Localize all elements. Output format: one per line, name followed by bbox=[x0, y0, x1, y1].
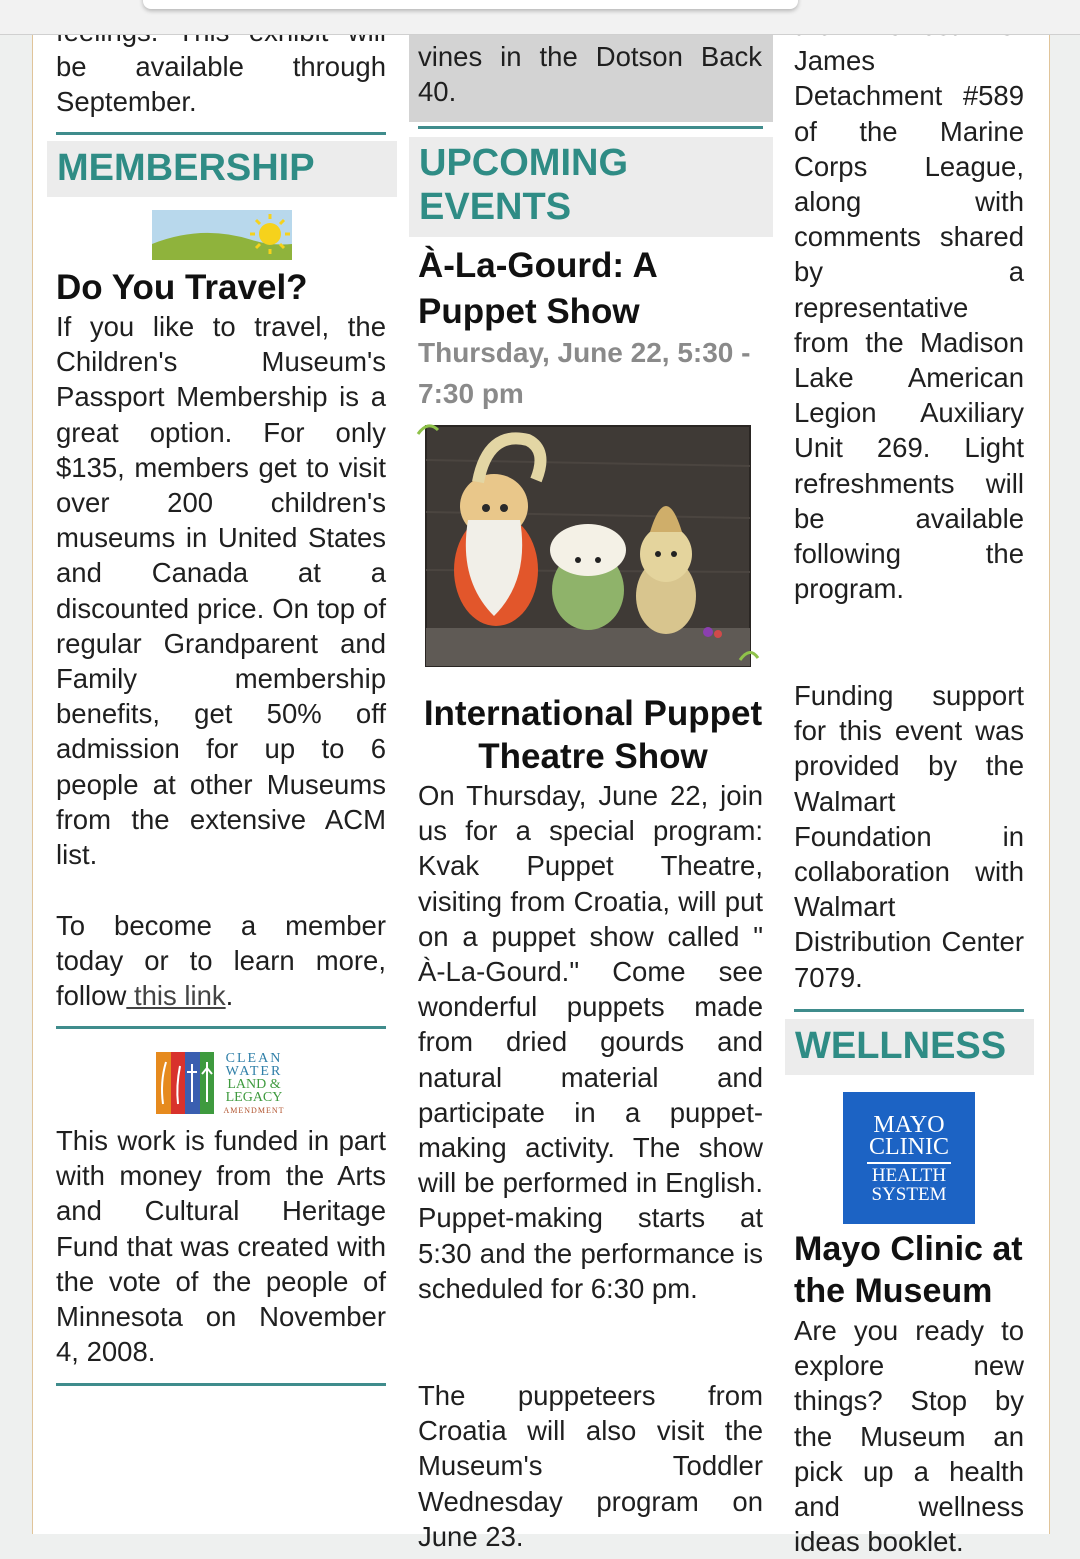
membership-cta bbox=[56, 908, 386, 1014]
membership-cta-text: To become a member today or to learn more, follow bbox=[56, 910, 386, 1012]
show-title: International Puppet Theatre Show bbox=[423, 694, 763, 776]
show-description: On Thursday, June 22, join us for a special program: Kvak Puppet Theatre, visiting from Croatia, will put on a puppet show called " À-La-Gourd." Come see wonderful puppets made from dried gourds and natural material and participate in a puppet-making activity. The show will be performed in English. Puppet-making starts at 5:30 and the performance is scheduled for 6:30 pm. bbox=[418, 780, 763, 1304]
wellness-heading: WELLNESS bbox=[785, 1019, 1034, 1075]
membership-link[interactable]: this link bbox=[126, 980, 226, 1012]
mayo-clinic-body: Are you ready to explore new things? Stop by the Museum an pick up a health and wellness ideas booklet. bbox=[794, 1315, 1024, 1558]
exhibit-continued-text: be available through September. bbox=[56, 51, 386, 118]
middle-column bbox=[409, 0, 773, 1552]
travel-body: If you like to travel, the Children's Museum's Passport Membership is a great option. For only $135, members get to visit over 200 children's museums in United States and Canada at a discounted price. On top of regular Grandparent and Family membership benefits, get 50% off admission for up to 6 people at other Museums from the extensive ACM list. bbox=[56, 311, 386, 871]
legacy-logo-text: CLEAN WATER LAND & LEGACY AMENDMENT bbox=[223, 1051, 285, 1115]
browser-top-bar bbox=[0, 0, 1080, 35]
toddler-visit-text: The puppeteers from Croatia will also visit the Museum's Toddler Wednesday program on June 23. bbox=[418, 1380, 763, 1552]
url-bar[interactable] bbox=[143, 0, 798, 9]
funding-support-text: Funding support for this event was provided by the Walmart Foundation in collaboration with Walmart Distribution Center 7079. bbox=[794, 680, 1024, 993]
mayo-clinic-logo: MAYO CLINIC HEALTH SYSTEM bbox=[843, 1092, 975, 1224]
divider bbox=[56, 132, 386, 135]
event-title: À-La-Gourd: A Puppet Show bbox=[418, 246, 657, 331]
divider bbox=[794, 1009, 1024, 1012]
divider bbox=[56, 1026, 386, 1029]
event-date: Thursday, June 22, 5:30 - 7:30 pm bbox=[418, 337, 751, 409]
upcoming-events-heading: UPCOMING EVENTS bbox=[409, 137, 773, 237]
travel-title: Do You Travel? bbox=[56, 268, 308, 307]
legacy-amendment-logo bbox=[156, 1052, 290, 1114]
legacy-funding-text: This work is funded in part with money from the Arts and Cultural Heritage Fund that was created with the vote of the people of Minnesota on November 4, 2008. bbox=[56, 1125, 386, 1368]
left-column bbox=[56, 0, 386, 1534]
membership-cta-period: . bbox=[225, 980, 234, 1012]
program-continued-text: James Detachment #589 of the Marine Corps League, along with comments shared by a representative from the Madison Lake American Legion Auxiliary Unit 269. Light refreshments will be available following the program. bbox=[794, 45, 1024, 605]
legacy-logo-stripes bbox=[156, 1052, 214, 1114]
mayo-clinic-title: Mayo Clinic at the Museum bbox=[794, 1230, 1023, 1310]
right-column bbox=[785, 0, 1035, 1558]
previous-item-text: vines in the Dotson Back 40. bbox=[418, 41, 762, 108]
mayo-logo-rule bbox=[867, 1162, 951, 1164]
membership-heading: MEMBERSHIP bbox=[47, 141, 397, 197]
puppet-show-photo bbox=[418, 420, 758, 672]
newsletter-page bbox=[32, 0, 1050, 1558]
divider bbox=[56, 1383, 386, 1386]
divider bbox=[418, 126, 763, 129]
sun-landscape-icon bbox=[152, 210, 292, 260]
